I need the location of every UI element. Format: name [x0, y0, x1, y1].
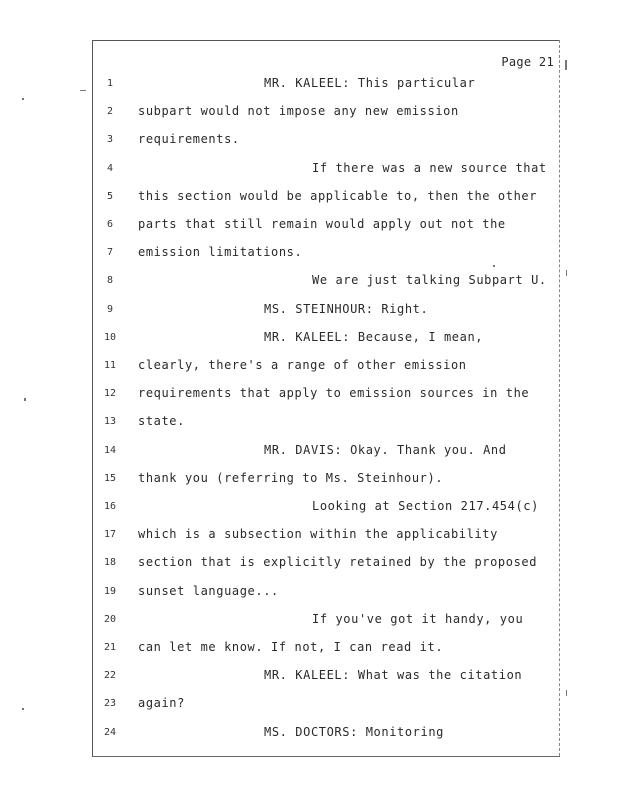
line-text: MS. DOCTORS: Monitoring — [264, 724, 444, 739]
line-text: MS. STEINHOUR: Right. — [264, 301, 429, 316]
transcript-line — [0, 161, 618, 181]
line-text: this section would be applicable to, then the other — [138, 188, 538, 203]
transcript-line — [0, 132, 618, 152]
line-number: 9 — [106, 303, 114, 315]
line-text: thank you (referring to Ms. Steinhour). — [138, 470, 444, 485]
transcript-line — [0, 245, 618, 265]
line-text: We are just talking Subpart U. — [312, 273, 547, 288]
transcript-line — [0, 555, 618, 575]
line-text: subpart would not impose any new emission — [138, 104, 459, 119]
transcript-line — [0, 330, 618, 350]
line-number: 5 — [106, 190, 114, 202]
line-number: 13 — [103, 416, 117, 428]
transcript-line — [0, 668, 618, 688]
line-text: If you've got it handy, you — [312, 611, 524, 626]
transcript-line — [0, 527, 618, 547]
line-text: requirements. — [138, 132, 240, 147]
line-text: Looking at Section 217.454(c) — [312, 499, 539, 513]
line-text: again? — [138, 696, 185, 711]
line-text: If there was a new source that — [312, 160, 547, 175]
line-text: MR. DAVIS: Okay. Thank you. And — [264, 442, 507, 457]
line-text: which is a subsection within the applicability — [138, 527, 498, 542]
line-number: 21 — [103, 642, 117, 653]
line-text: state. — [138, 414, 185, 429]
line-number: 14 — [103, 444, 117, 456]
line-number: 3 — [106, 134, 114, 146]
line-number: 4 — [106, 162, 114, 174]
page-frame-top-border — [92, 40, 560, 41]
line-number: 2 — [106, 106, 114, 118]
scan-speck — [565, 60, 567, 70]
line-text: sunset language... — [138, 583, 279, 598]
transcript-line — [0, 584, 618, 604]
transcript-line — [0, 612, 618, 632]
line-number: 18 — [103, 557, 117, 569]
page-frame-bottom-border — [92, 756, 560, 757]
transcript-line — [0, 104, 618, 124]
line-text: parts that still remain would apply out not the — [138, 217, 506, 231]
transcript-line — [0, 358, 618, 378]
transcript-line — [0, 386, 618, 406]
transcript-line — [0, 443, 618, 463]
line-text: MR. KALEEL: This particular — [264, 76, 476, 90]
line-number: 23 — [103, 698, 117, 710]
line-text: emission limitations. — [138, 245, 303, 260]
transcript-line — [0, 640, 618, 660]
scan-speck — [566, 690, 567, 696]
transcript-line — [0, 302, 618, 322]
line-number: 12 — [103, 388, 117, 400]
scan-speck — [80, 90, 86, 91]
line-text: MR. KALEEL: Because, I mean, — [264, 329, 484, 344]
line-number: 7 — [106, 247, 114, 259]
line-number: 24 — [103, 726, 117, 738]
line-number: 22 — [103, 670, 117, 682]
scan-speck — [24, 398, 26, 401]
line-text: clearly, there's a range of other emission — [138, 358, 467, 372]
line-number: 16 — [103, 501, 117, 512]
scan-speck — [22, 708, 24, 710]
transcript-line — [0, 189, 618, 209]
line-number: 8 — [106, 275, 114, 287]
transcript-line — [0, 273, 618, 293]
line-text: requirements that apply to emission sources in the — [138, 386, 530, 401]
line-number: 19 — [103, 585, 117, 597]
line-text: can let me know. If not, I can read it. — [138, 640, 444, 654]
transcript-line — [0, 725, 618, 745]
scan-speck — [566, 270, 567, 276]
scan-speck — [493, 265, 495, 267]
transcript-line — [0, 471, 618, 491]
line-number: 1 — [106, 78, 114, 89]
line-number: 6 — [106, 219, 114, 230]
line-text: MR. KALEEL: What was the citation — [264, 668, 523, 683]
line-number: 10 — [103, 331, 117, 343]
line-number: 17 — [103, 529, 117, 541]
transcript-line — [0, 217, 618, 237]
page-number: Page 21 — [501, 55, 554, 69]
scan-speck — [22, 98, 24, 100]
transcript-line — [0, 696, 618, 716]
transcript-line — [0, 76, 618, 96]
line-number: 20 — [103, 613, 117, 625]
transcript-line — [0, 414, 618, 434]
line-number: 11 — [103, 360, 117, 371]
line-text: section that is explicitly retained by the proposed — [138, 555, 538, 570]
transcript-line — [0, 499, 618, 519]
line-number: 15 — [103, 472, 117, 484]
